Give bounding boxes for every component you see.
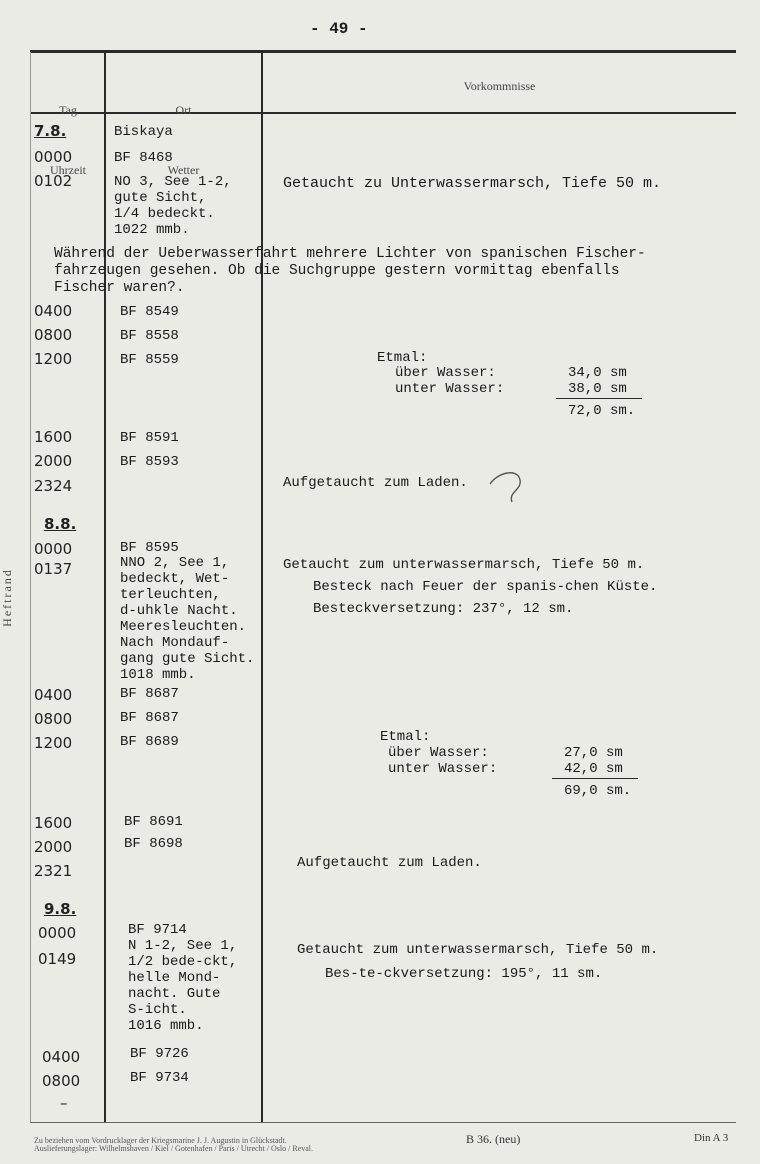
etmal-label: Etmal:: [377, 350, 428, 366]
date-9-8: 9.8.: [44, 900, 77, 918]
place-bf-8698: BF 8698: [124, 836, 183, 852]
header-place: Ort: [175, 103, 192, 117]
pencil-mark: [488, 466, 528, 506]
footer-rule: [30, 1122, 736, 1123]
top-rule: [30, 50, 736, 53]
time-0000-b: 0000: [34, 540, 73, 558]
event-0137-b: Besteck nach Feuer der spanis-chen Küste.: [313, 579, 658, 595]
place-bf-8687-a: BF 8687: [120, 686, 179, 702]
etmal2-under-label: unter Wasser:: [388, 761, 498, 777]
time-1200: 1200: [34, 350, 73, 368]
time-0000: 0000: [34, 148, 73, 166]
etmal-total: 72,0 sm.: [568, 403, 636, 419]
date-7-8: 7.8.: [34, 122, 67, 140]
place-bf-8591: BF 8591: [120, 430, 179, 446]
time-dash: –: [60, 1094, 68, 1112]
etmal-under-label: unter Wasser:: [395, 381, 505, 397]
time-0400-c: 0400: [42, 1048, 81, 1066]
column-divider-2: [261, 52, 263, 1122]
time-0400: 0400: [34, 302, 73, 320]
date-8-8: 8.8.: [44, 515, 77, 533]
footer-din: Din A 3: [694, 1132, 729, 1144]
place-bf-9734: BF 9734: [130, 1070, 189, 1086]
place-biskaya: Biskaya: [114, 124, 173, 140]
weather-0102: NO 3, See 1-2, gute Sicht, 1/4 bedeckt. 1022 mmb.: [114, 174, 232, 238]
etmal-sum-rule: [556, 398, 642, 399]
place-bf-8691: BF 8691: [124, 814, 183, 830]
time-2000-b: 2000: [34, 838, 73, 856]
margin-label: Heftrand: [0, 568, 14, 627]
header-weather: Wetter: [167, 163, 200, 177]
etmal2-total: 69,0 sm.: [564, 783, 632, 799]
left-margin-line: [30, 52, 31, 1122]
place-bf-8687-b: BF 8687: [120, 710, 179, 726]
place-bf-8468: BF 8468: [114, 150, 173, 166]
event-0149-a: Getaucht zum unterwassermarsch, Tiefe 50 m.: [297, 942, 659, 958]
column-divider-1: [104, 52, 106, 1122]
header-events: Vorkommnisse: [463, 79, 536, 93]
header-time: Uhrzeit: [50, 163, 86, 177]
footer-form-number: B 36. (neu): [466, 1132, 521, 1146]
etmal2-over-label: über Wasser:: [388, 745, 489, 761]
time-0149: 0149: [38, 950, 77, 968]
place-bf-8689: BF 8689: [120, 734, 179, 750]
event-0137-a: Getaucht zum unterwassermarsch, Tiefe 50 m.: [283, 557, 645, 573]
etmal2-over-value: 27,0 sm: [564, 745, 623, 761]
time-0800-b: 0800: [34, 710, 73, 728]
time-0000-c: 0000: [38, 924, 77, 942]
event-0102: Getaucht zu Unterwassermarsch, Tiefe 50 m.: [283, 175, 662, 192]
time-2000: 2000: [34, 452, 73, 470]
place-bf-9714: BF 9714: [128, 922, 187, 938]
weather-0149: N 1-2, See 1, 1/2 bede-ckt, helle Mond- nacht. Gute S-icht. 1016 mmb.: [128, 938, 238, 1034]
place-bf-8549: BF 8549: [120, 304, 179, 320]
etmal2-label: Etmal:: [380, 729, 431, 745]
time-0400-b: 0400: [34, 686, 73, 704]
etmal-over-label: über Wasser:: [395, 365, 496, 381]
time-0137: 0137: [34, 560, 73, 578]
header-day: Tag: [59, 103, 77, 117]
place-bf-8559: BF 8559: [120, 352, 179, 368]
time-1200-b: 1200: [34, 734, 73, 752]
event-2324: Aufgetaucht zum Laden.: [283, 475, 468, 491]
footer-printer-1: Zu beziehen vom Vordrucklager der Kriegsmarine J. J. Augustin in Glückstadt.: [34, 1136, 287, 1145]
etmal-under-value: 38,0 sm: [568, 381, 627, 397]
etmal2-sum-rule: [552, 778, 638, 779]
etmal-over-value: 34,0 sm: [568, 365, 627, 381]
event-2321: Aufgetaucht zum Laden.: [297, 855, 482, 871]
place-bf-8595: BF 8595: [120, 540, 179, 556]
time-1600: 1600: [34, 428, 73, 446]
time-0800: 0800: [34, 326, 73, 344]
etmal2-under-value: 42,0 sm: [564, 761, 623, 777]
time-1600-b: 1600: [34, 814, 73, 832]
note-fishing-lights: Während der Ueberwasserfahrt mehrere Lichter von spanischen Fischer- fahrzeugen gesehen. Ob die Suchgruppe gestern vormittag ebenfalls Fischer waren?.: [54, 246, 646, 296]
time-0800-c: 0800: [42, 1072, 81, 1090]
event-0149-b: Bes-te-ckversetzung: 195°, 11 sm.: [325, 966, 603, 982]
footer-printer-2: Auslieferungslager: Wilhelmshaven / Kiel / Gotenhafen / Paris / Utrecht / Oslo / Reval.: [34, 1144, 314, 1153]
event-0137-c: Besteckversetzung: 237°, 12 sm.: [313, 601, 574, 617]
time-2321: 2321: [34, 862, 73, 880]
time-2324: 2324: [34, 477, 73, 495]
place-bf-8558: BF 8558: [120, 328, 179, 344]
page-number: - 49 -: [310, 20, 368, 38]
weather-0137: NNO 2, See 1, bedeckt, Wet- terleuchten, d-uhkle Nacht. Meeresleuchten. Nach Mondauf- gang gute Sicht. 1018 mmb.: [120, 555, 255, 683]
place-bf-8593: BF 8593: [120, 454, 179, 470]
place-bf-9726: BF 9726: [130, 1046, 189, 1062]
time-0102: 0102: [34, 172, 73, 190]
